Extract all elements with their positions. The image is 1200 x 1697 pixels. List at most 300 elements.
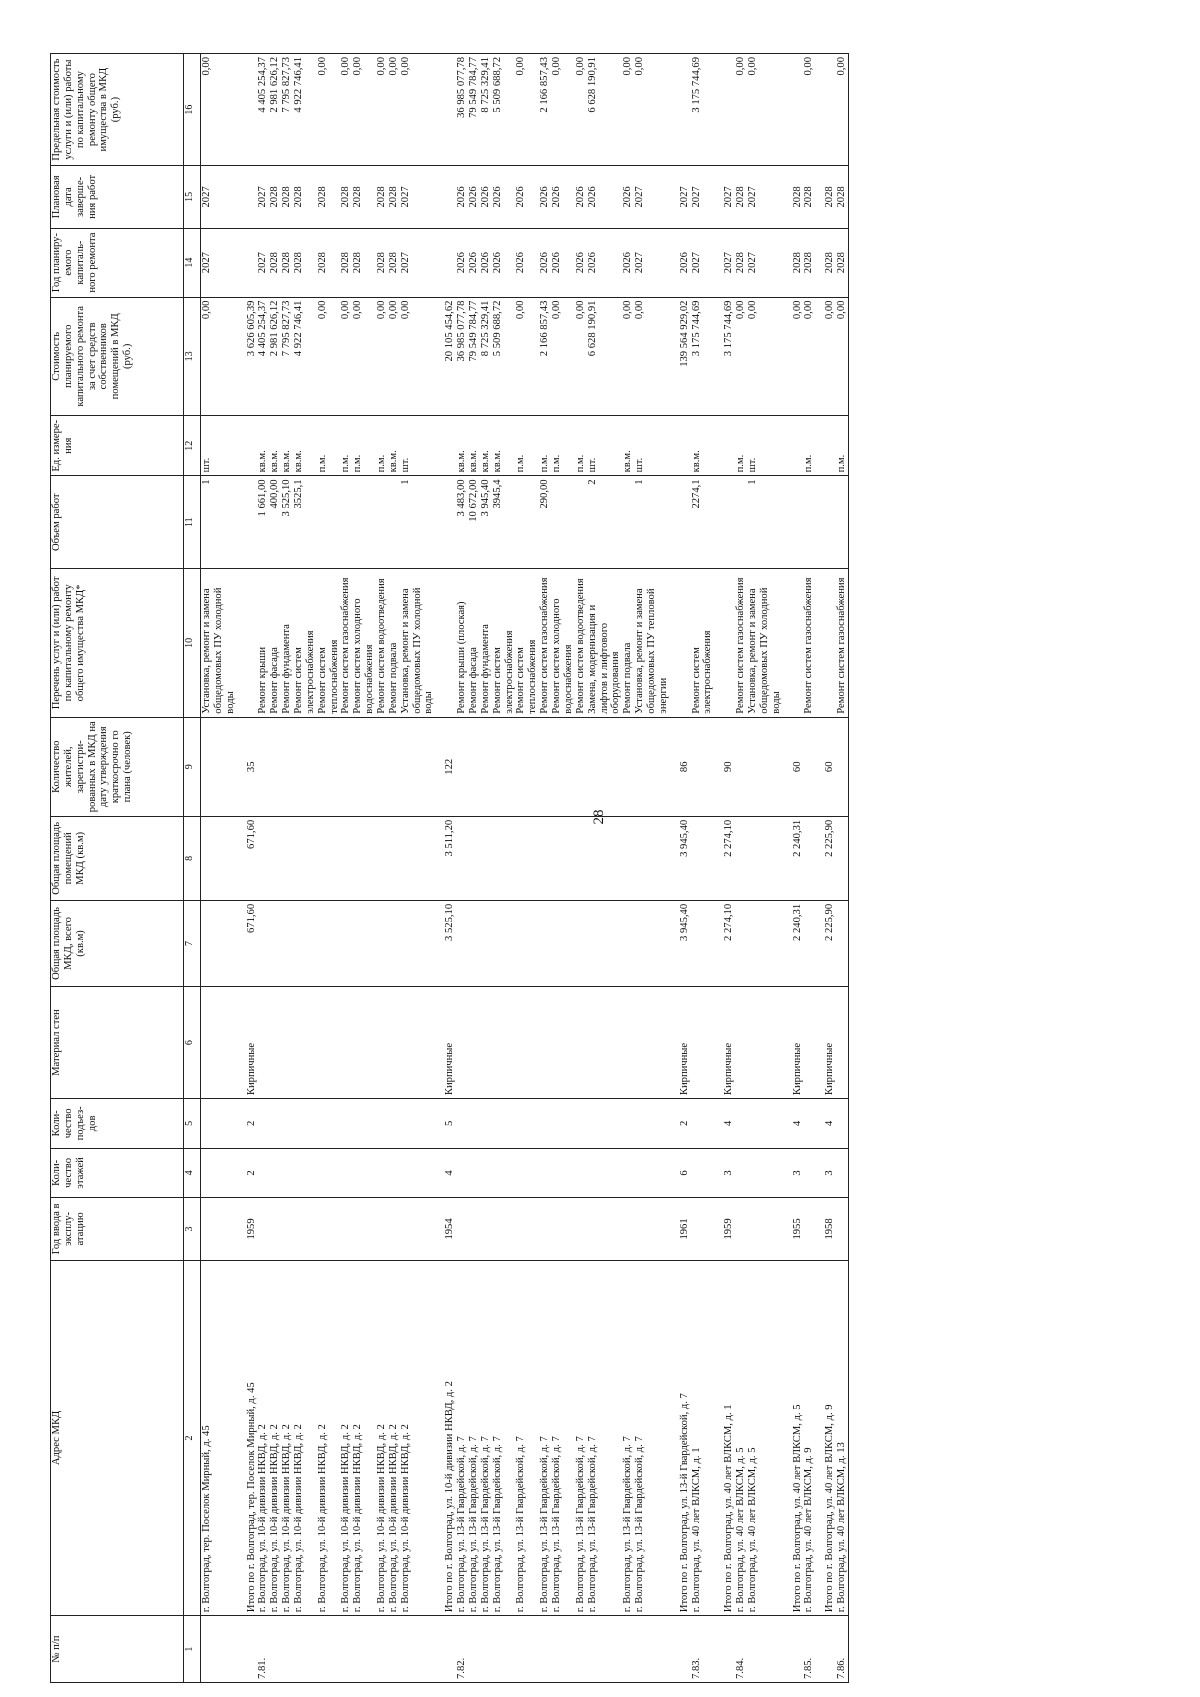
table-cell: 5 509 688,72 (492, 297, 516, 416)
table-cell (670, 1148, 679, 1198)
table-cell: г. Волгоград, ул. 10-й дивизии НКВД, д. 2 (340, 1260, 352, 1616)
table-cell: 2027 (201, 166, 237, 228)
column-number: 7 (184, 900, 201, 986)
table-cell (456, 717, 468, 816)
table-cell (634, 987, 670, 1099)
table-cell: 2027 (400, 228, 436, 297)
table-cell (237, 1260, 246, 1616)
table-cell (815, 816, 824, 900)
table-cell: 2026 (551, 166, 575, 228)
table-cell (539, 987, 551, 1099)
table-cell: 2 274,10 (723, 816, 735, 900)
table-cell (747, 717, 783, 816)
table-cell: 2027 (747, 166, 783, 228)
table-cell: Ремонт крыши (плоская) (456, 569, 468, 718)
table-cell (670, 1616, 679, 1683)
table-cell (352, 717, 376, 816)
column-number: 2 (184, 1260, 201, 1616)
table-cell: 0,00 (352, 54, 376, 166)
table-cell (691, 987, 715, 1099)
table-cell (388, 1099, 400, 1149)
table-cell (714, 816, 723, 900)
table-cell: 2028 (269, 228, 281, 297)
table-cell: 0,00 (400, 297, 436, 416)
table-cell (783, 717, 792, 816)
column-header: Коли-чество подъез-дов (51, 1099, 184, 1149)
table-row (587, 54, 623, 1683)
table-cell: г. Волгоград, ул. 10-й дивизии НКВД, д. 2 (293, 1260, 317, 1616)
total-row (792, 54, 804, 1683)
table-cell (679, 1616, 691, 1683)
table-cell (269, 717, 281, 816)
table-cell: 2028 (293, 166, 317, 228)
table-cell: 2028 (352, 166, 376, 228)
table-cell (735, 717, 747, 816)
table-cell (634, 1148, 670, 1198)
page-number: 28 (591, 809, 607, 825)
table-cell: Кирпичные (679, 987, 691, 1099)
table-row (515, 54, 539, 1683)
table-cell (714, 166, 723, 228)
table-cell (714, 900, 723, 986)
table-cell (376, 1616, 388, 1683)
table-cell (714, 297, 723, 416)
table-cell (257, 900, 269, 986)
table-cell (293, 1099, 317, 1149)
table-cell: 2028 (317, 166, 341, 228)
table-cell (551, 1616, 575, 1683)
table-cell: Итого по г. Волгоград, ул. 40 лет ВЛКСМ, д. 5 (792, 1260, 804, 1616)
table-cell: 3 175 744,69 (723, 297, 735, 416)
table-cell (400, 816, 436, 900)
table-cell: кв.м. (293, 416, 317, 476)
table-cell (269, 1099, 281, 1149)
table-cell (783, 1260, 792, 1616)
column-header: Количество жителей, зарегистри-рованных в МКД на дату утверждения краткосрочно го плана (человек) (51, 717, 184, 816)
table-cell: Итого по г. Волгоград, ул. 40 лет ВЛКСМ, д. 1 (723, 1260, 735, 1616)
table-cell (340, 717, 352, 816)
table-cell: 3 (792, 1148, 804, 1198)
table-cell: 3 525,10 (281, 476, 293, 569)
table-cell (792, 1616, 804, 1683)
table-cell (444, 416, 456, 476)
table-cell (237, 1198, 246, 1260)
table-cell: 2026 (539, 228, 551, 297)
capital-repair-table (50, 53, 849, 1683)
column-header: Стоимость планируемого капитального ремонта за счет средств собственников помещений в МКД (руб.) (51, 297, 184, 416)
table-cell: 2028 (824, 166, 836, 228)
table-cell (803, 476, 815, 569)
table-cell: 35 (246, 717, 258, 816)
table-cell (388, 1616, 400, 1683)
table-cell (340, 1099, 352, 1149)
table-cell: г. Волгоград, ул. 10-й дивизии НКВД, д. 2 (317, 1260, 341, 1616)
table-cell (735, 476, 747, 569)
table-cell (836, 1198, 848, 1260)
table-cell (575, 476, 587, 569)
table-cell (340, 1616, 352, 1683)
table-cell: 2026 (515, 166, 539, 228)
table-cell (783, 1148, 792, 1198)
table-cell (257, 1148, 269, 1198)
table-cell: п.м. (551, 416, 575, 476)
table-cell (735, 1198, 747, 1260)
column-header: Год планиру-емого капиталь-ного ремонта (51, 228, 184, 297)
table-cell: 1955 (792, 1198, 804, 1260)
table-cell (783, 1616, 792, 1683)
table-cell (723, 1616, 735, 1683)
table-cell (803, 816, 815, 900)
table-cell (376, 1148, 388, 1198)
table-cell: 2027 (634, 228, 670, 297)
table-cell (783, 816, 792, 900)
column-number: 4 (184, 1148, 201, 1198)
table-cell: 0,00 (803, 297, 815, 416)
table-cell: 4 922 746,41 (293, 54, 317, 166)
table-cell: 2028 (803, 166, 815, 228)
table-cell (246, 416, 258, 476)
table-cell (468, 717, 480, 816)
table-cell (388, 476, 400, 569)
table-cell (352, 476, 376, 569)
table-cell (670, 297, 679, 416)
table-cell: п.м. (575, 416, 587, 476)
table-cell (815, 717, 824, 816)
table-cell (670, 987, 679, 1099)
table-cell: 2026 (480, 166, 492, 228)
table-cell (376, 900, 388, 986)
table-cell: п.м. (803, 416, 815, 476)
table-cell (468, 1198, 480, 1260)
table-cell (293, 1616, 317, 1683)
table-cell (714, 1148, 723, 1198)
table-cell (237, 228, 246, 297)
table-cell (293, 717, 317, 816)
table-cell: кв.м. (456, 416, 468, 476)
table-row (622, 54, 634, 1683)
table-cell (575, 987, 587, 1099)
table-cell (670, 717, 679, 816)
table-cell: 4 405 254,37 (257, 54, 269, 166)
spacer-row (714, 54, 723, 1683)
table-cell: г. Волгоград, ул. 10-й дивизии НКВД, д. 2 (281, 1260, 293, 1616)
table-cell: 7.82. (456, 1616, 468, 1683)
table-cell (551, 1198, 575, 1260)
table-cell (815, 1616, 824, 1683)
table-cell (691, 1198, 715, 1260)
table-cell (815, 416, 824, 476)
table-cell: кв.м. (388, 416, 400, 476)
table-cell: Установка, ремонт и замена общедомовых ПУ холодной воды (201, 569, 237, 718)
table-row (634, 54, 670, 1683)
table-cell (515, 476, 539, 569)
table-cell: 3 511,20 (444, 816, 456, 900)
table-cell: 2026 (587, 228, 623, 297)
table-cell: 5 (444, 1099, 456, 1149)
table-cell (352, 900, 376, 986)
table-cell (587, 717, 623, 816)
table-cell: Ремонт фундамента (480, 569, 492, 718)
table-cell: 2026 (468, 166, 480, 228)
column-header: Ед. измере-ния (51, 416, 184, 476)
table-cell (400, 1148, 436, 1198)
table-cell (281, 987, 293, 1099)
table-cell: 400,00 (269, 476, 281, 569)
table-cell: г. Волгоград, ул. 13-й Гвардейской, д. 7 (480, 1260, 492, 1616)
table-cell (836, 1099, 848, 1149)
table-cell (783, 900, 792, 986)
table-cell (388, 1198, 400, 1260)
table-cell (435, 54, 444, 166)
table-cell: кв.м. (281, 416, 293, 476)
table-cell: 0,00 (622, 297, 634, 416)
table-cell (492, 1099, 516, 1149)
table-cell (551, 1148, 575, 1198)
table-cell (388, 816, 400, 900)
table-cell: 2026 (587, 166, 623, 228)
table-cell: г. Волгоград, ул. 10-й дивизии НКВД, д. 2 (376, 1260, 388, 1616)
table-cell (480, 1099, 492, 1149)
table-cell: 60 (792, 717, 804, 816)
table-cell (293, 1148, 317, 1198)
table-cell (444, 1616, 456, 1683)
table-cell: 2028 (317, 228, 341, 297)
table-cell (480, 717, 492, 816)
table-cell (587, 987, 623, 1099)
table-cell: Итого по г. Волгоград, ул. 13-й Гвардейской, д. 7 (679, 1260, 691, 1616)
table-cell: 2027 (691, 228, 715, 297)
table-cell (246, 476, 258, 569)
table-cell: Ремонт подвала (622, 569, 634, 718)
table-cell (435, 476, 444, 569)
table-cell: 2 166 857,43 (539, 54, 551, 166)
table-cell: 2027 (679, 166, 691, 228)
table-cell: Ремонт систем газоснабжения (836, 569, 848, 718)
table-cell: 3 945,40 (679, 900, 691, 986)
table-cell: 0,00 (735, 297, 747, 416)
column-number: 6 (184, 987, 201, 1099)
table-cell (456, 1198, 468, 1260)
column-number: 14 (184, 228, 201, 297)
table-cell (237, 816, 246, 900)
table-cell: г. Волгоград, ул. 13-й Гвардейской, д. 7 (539, 1260, 551, 1616)
table-cell (480, 1198, 492, 1260)
table-cell: г. Волгоград, ул. 10-й дивизии НКВД, д. 2 (257, 1260, 269, 1616)
table-cell: 3 626 605,39 (246, 297, 258, 416)
table-cell: 0,00 (515, 297, 539, 416)
table-cell (747, 900, 783, 986)
column-number: 1 (184, 1616, 201, 1683)
table-cell (400, 900, 436, 986)
table-cell (480, 1148, 492, 1198)
table-cell: 122 (444, 717, 456, 816)
table-cell: шт. (587, 416, 623, 476)
table-cell (201, 1616, 237, 1683)
table-cell (670, 228, 679, 297)
table-cell (691, 1099, 715, 1149)
table-cell: 2 240,31 (792, 816, 804, 900)
table-cell: 79 549 784,77 (468, 54, 480, 166)
table-cell (388, 987, 400, 1099)
table-cell (456, 1099, 468, 1149)
column-number: 15 (184, 166, 201, 228)
table-cell: 2028 (388, 228, 400, 297)
table-cell: 2028 (792, 228, 804, 297)
table-cell: 90 (723, 717, 735, 816)
table-cell: 2028 (824, 228, 836, 297)
table-cell (587, 1198, 623, 1260)
table-cell: 3 (824, 1148, 836, 1198)
table-cell: г. Волгоград, ул. 13-й Гвардейской, д. 7 (587, 1260, 623, 1616)
total-row (246, 54, 258, 1683)
column-number: 12 (184, 416, 201, 476)
table-cell: п.м. (352, 416, 376, 476)
table-cell (783, 166, 792, 228)
table-cell: 36 985 077,78 (456, 297, 468, 416)
table-row (340, 54, 352, 1683)
table-cell: 0,00 (201, 54, 237, 166)
table-cell: 2027 (201, 228, 237, 297)
table-cell: 20 105 454,62 (444, 297, 456, 416)
table-cell: кв.м. (480, 416, 492, 476)
table-cell: 2028 (340, 228, 352, 297)
column-header: Общая площадь помещений МКД (кв.м) (51, 816, 184, 900)
table-cell: Ремонт крыши (257, 569, 269, 718)
table-cell: 1959 (723, 1198, 735, 1260)
table-cell: Ремонт систем холодного водоснабжения (352, 569, 376, 718)
table-cell (515, 816, 539, 900)
table-cell: г. Волгоград, ул. 10-й дивизии НКВД, д. 2 (388, 1260, 400, 1616)
table-cell (747, 1148, 783, 1198)
table-cell: Кирпичные (246, 987, 258, 1099)
table-cell (815, 166, 824, 228)
table-cell: 671,60 (246, 900, 258, 986)
table-cell (622, 476, 634, 569)
table-row (551, 54, 575, 1683)
table-row (269, 54, 281, 1683)
table-cell: п.м. (317, 416, 341, 476)
table-cell: 6 628 190,91 (587, 54, 623, 166)
table-cell (723, 416, 735, 476)
table-cell (201, 987, 237, 1099)
column-number-row (184, 54, 201, 1683)
table-cell (201, 1148, 237, 1198)
table-cell: 1 (201, 476, 237, 569)
table-cell: 2027 (634, 166, 670, 228)
table-cell (622, 900, 634, 986)
table-cell: кв.м. (492, 416, 516, 476)
table-cell: 0,00 (836, 297, 848, 416)
table-cell (747, 1198, 783, 1260)
table-cell: 79 549 784,77 (468, 297, 480, 416)
table-cell (317, 816, 341, 900)
table-cell (634, 1099, 670, 1149)
table-cell: 2 (587, 476, 623, 569)
table-cell (622, 717, 634, 816)
table-cell (575, 1198, 587, 1260)
table-cell: г. Волгоград, ул. 40 лет ВЛКСМ, д. 5 (735, 1260, 747, 1616)
column-number: 9 (184, 717, 201, 816)
table-cell: 4 (723, 1099, 735, 1149)
table-cell: Ремонт систем электроснабжения (492, 569, 516, 718)
table-cell (824, 1616, 836, 1683)
table-cell (269, 1148, 281, 1198)
table-cell (714, 1099, 723, 1149)
table-cell (714, 54, 723, 166)
table-cell: 6 628 190,91 (587, 297, 623, 416)
table-cell (400, 717, 436, 816)
table-cell (714, 1198, 723, 1260)
table-cell: 0,00 (400, 54, 436, 166)
table-cell (237, 476, 246, 569)
table-cell (575, 900, 587, 986)
table-cell (293, 987, 317, 1099)
column-number: 3 (184, 1198, 201, 1260)
table-cell (237, 1148, 246, 1198)
table-row (257, 54, 269, 1683)
table-cell: 0,00 (340, 297, 352, 416)
table-cell (293, 900, 317, 986)
table-cell: 0,00 (575, 54, 587, 166)
table-cell (815, 900, 824, 986)
table-cell: Ремонт систем теплоснабжения (317, 569, 341, 718)
table-cell (435, 1260, 444, 1616)
table-cell: 2027 (257, 228, 269, 297)
table-cell: Ремонт систем газоснабжения (340, 569, 352, 718)
table-cell (435, 816, 444, 900)
table-cell (435, 228, 444, 297)
table-cell: 36 985 077,78 (456, 54, 468, 166)
table-cell (340, 1198, 352, 1260)
table-cell (257, 987, 269, 1099)
table-cell (492, 717, 516, 816)
table-cell (783, 1198, 792, 1260)
table-cell (824, 569, 836, 718)
table-cell (783, 476, 792, 569)
table-cell: г. Волгоград, ул. 13-й Гвардейской, д. 7 (515, 1260, 539, 1616)
table-cell (444, 228, 456, 297)
table-cell: Итого по г. Волгоград, тер. Поселок Мирный, д. 45 (246, 1260, 258, 1616)
table-cell (575, 717, 587, 816)
table-cell (492, 987, 516, 1099)
column-number: 8 (184, 816, 201, 900)
table-cell (237, 297, 246, 416)
table-cell: 2026 (480, 228, 492, 297)
table-cell (257, 717, 269, 816)
table-cell (551, 987, 575, 1099)
table-cell: 3 945,40 (679, 816, 691, 900)
table-cell (815, 1099, 824, 1149)
table-cell (792, 569, 804, 718)
table-cell: 1 661,00 (257, 476, 269, 569)
table-cell (723, 476, 735, 569)
table-cell (714, 569, 723, 718)
column-header: Перечень услуг и (или) работ по капитальному ремонту общего имущества МКД* (51, 569, 184, 718)
table-cell (246, 166, 258, 228)
table-cell (783, 297, 792, 416)
table-cell (824, 476, 836, 569)
table-cell (480, 900, 492, 986)
table-cell (201, 1099, 237, 1149)
table-cell (340, 987, 352, 1099)
table-cell (803, 900, 815, 986)
table-cell (435, 166, 444, 228)
table-cell: Установка, ремонт и замена общедомовых ПУ холодной воды (747, 569, 783, 718)
table-cell (836, 987, 848, 1099)
table-cell (281, 1198, 293, 1260)
table-cell (376, 1198, 388, 1260)
column-header: Адрес МКД (51, 1260, 184, 1616)
